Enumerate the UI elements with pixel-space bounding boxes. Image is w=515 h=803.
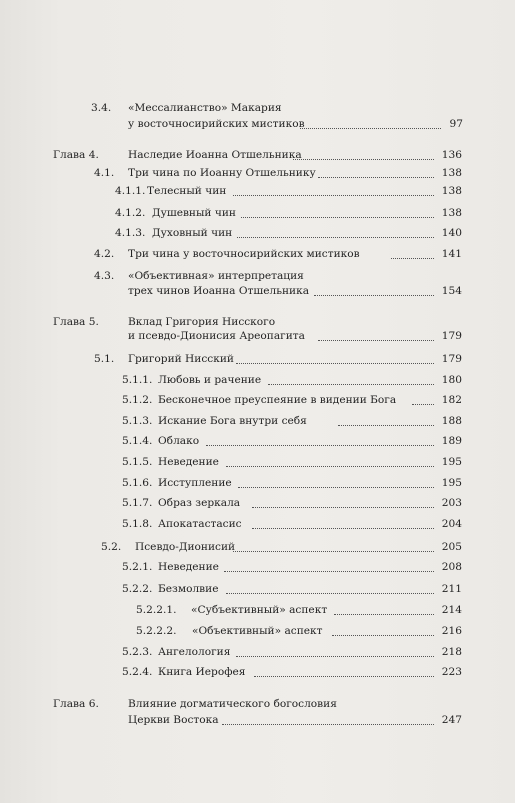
toc-page-number: 216 (441, 625, 462, 637)
toc-leader (237, 237, 434, 238)
toc-leader (332, 635, 434, 636)
toc-leader (236, 656, 434, 657)
toc-entry (122, 414, 462, 428)
toc-title: Неведение (158, 456, 219, 468)
toc-leader (226, 466, 434, 467)
toc-title: Любовь и рачение (158, 374, 262, 386)
toc-number: 5.1.4. (122, 435, 153, 447)
toc-entry (122, 560, 462, 574)
toc-entry (136, 603, 462, 617)
toc-title: Влияние догматического богословия (128, 698, 337, 710)
toc-number: 4.1. (94, 167, 115, 179)
toc-page-number: 223 (441, 666, 462, 678)
toc-chapter (53, 697, 462, 711)
toc-number: 5.1.7. (122, 497, 153, 509)
toc-title: Искание Бога внутри себя (158, 415, 307, 427)
toc-page-number: 205 (441, 541, 462, 553)
toc-entry (115, 206, 462, 220)
toc-title: Псевдо-Дионисий (135, 541, 236, 553)
toc-entry (122, 393, 462, 407)
toc-page-number: 182 (441, 394, 462, 406)
toc-leader (268, 384, 434, 385)
toc-leader (318, 177, 434, 178)
toc-entry (128, 117, 463, 131)
toc-number: 5.1. (94, 353, 115, 365)
toc-title: «Объективный» аспект (192, 625, 323, 637)
toc-entry (122, 476, 462, 490)
toc-title: и псевдо-Дионисия Ареопагита (128, 330, 305, 342)
toc-leader (236, 363, 434, 364)
toc-page-number: 195 (441, 477, 462, 489)
toc-number: 5.2.2. (122, 583, 153, 595)
toc-page-number: 154 (441, 285, 462, 297)
toc-page-number: 179 (441, 353, 462, 365)
toc-number: 5.1.3. (122, 415, 153, 427)
toc-entry (122, 455, 462, 469)
toc-title: Григорий Нисский (128, 353, 234, 365)
toc-title: Бесконечное преуспеяние в видении Бога (158, 394, 397, 406)
toc-entry (94, 166, 462, 180)
toc-title: «Объективная» интерпретация (128, 270, 304, 282)
toc-entry (94, 352, 462, 366)
toc-title: Книга Иерофея (158, 666, 246, 678)
toc-title: Ангелология (158, 646, 231, 658)
toc-leader (293, 159, 434, 160)
toc-number: 5.2.3. (122, 646, 153, 658)
toc-number: 4.3. (94, 270, 115, 282)
toc-number: Глава 6. (53, 698, 99, 710)
toc-title: Безмолвие (158, 583, 219, 595)
toc-leader (252, 507, 434, 508)
toc-page-number: 195 (441, 456, 462, 468)
toc-leader (222, 724, 434, 725)
toc-page-number: 247 (441, 714, 462, 726)
toc-page-number: 188 (441, 415, 462, 427)
toc-page-number: 138 (441, 167, 462, 179)
toc-leader (238, 487, 434, 488)
toc-entry (122, 645, 462, 659)
toc-entry (122, 517, 462, 531)
toc-entry (94, 247, 462, 261)
toc-title: Телесный чин (147, 185, 227, 197)
toc-leader (334, 614, 434, 615)
toc-page-number: 179 (441, 330, 462, 342)
toc-number: 4.1.1. (115, 185, 146, 197)
toc-leader (224, 571, 434, 572)
toc-page-number: 138 (441, 185, 462, 197)
toc-number: 5.2. (101, 541, 122, 553)
toc-page-number: 136 (441, 149, 462, 161)
toc-title: Апокатастасис (158, 518, 242, 530)
toc-entry (94, 269, 462, 283)
toc-page-number: 180 (441, 374, 462, 386)
toc-page-number: 214 (441, 604, 462, 616)
toc-page-number: 97 (449, 118, 463, 130)
toc-entry (122, 665, 462, 679)
toc-page-number: 141 (441, 248, 462, 260)
toc-number: 4.2. (94, 248, 115, 260)
toc-number: 4.1.3. (115, 227, 146, 239)
toc-number: 5.2.2.2. (136, 625, 177, 637)
toc-title: трех чинов Иоанна Отшельника (128, 285, 310, 297)
toc-leader (391, 258, 434, 259)
toc-entry (128, 284, 462, 298)
toc-chapter (53, 148, 462, 162)
toc-title: у восточносирийских мистиков (128, 118, 305, 130)
toc-title: Духовный чин (152, 227, 233, 239)
toc-page-number: 138 (441, 207, 462, 219)
toc-entry (122, 373, 462, 387)
toc-entry (136, 624, 462, 638)
toc-page-number: 218 (441, 646, 462, 658)
toc-title: Душевный чин (152, 207, 236, 219)
toc-number: 5.1.1. (122, 374, 153, 386)
toc-leader (314, 295, 434, 296)
toc-title: Три чина у восточносирийских мистиков (128, 248, 360, 260)
toc-entry (122, 434, 462, 448)
toc-number: 5.1.8. (122, 518, 153, 530)
toc-leader (233, 195, 434, 196)
toc-page-number: 204 (441, 518, 462, 530)
toc-entry (122, 582, 462, 596)
toc-leader (233, 551, 434, 552)
toc-number: 3.4. (91, 102, 112, 114)
toc-title: Наследие Иоанна Отшельника (128, 149, 302, 161)
toc-leader (252, 528, 434, 529)
toc-leader (254, 676, 434, 677)
toc-title: Церкви Востока (128, 714, 219, 726)
toc-entry (122, 496, 462, 510)
toc-title: Исступление (158, 477, 232, 489)
toc-entry (115, 184, 462, 198)
toc-number: 5.2.1. (122, 561, 153, 573)
toc-page-number: 203 (441, 497, 462, 509)
toc-entry (115, 226, 462, 240)
toc-number: 5.2.4. (122, 666, 153, 678)
toc-title: Образ зеркала (158, 497, 241, 509)
toc-number: Глава 4. (53, 149, 99, 161)
toc-page-number: 211 (441, 583, 462, 595)
toc-title: Неведение (158, 561, 219, 573)
toc-number: 5.1.5. (122, 456, 153, 468)
toc-leader (338, 425, 434, 426)
toc-number: 4.1.2. (115, 207, 146, 219)
toc-leader (206, 445, 434, 446)
toc-title: Облако (158, 435, 200, 447)
toc-leader (318, 340, 434, 341)
toc-title: Три чина по Иоанну Отшельнику (128, 167, 316, 179)
toc-leader (226, 593, 434, 594)
toc-leader (241, 217, 434, 218)
toc-chapter (53, 315, 462, 329)
toc-leader (412, 404, 434, 405)
toc-number: 5.2.2.1. (136, 604, 177, 616)
toc-leader (300, 128, 441, 129)
toc-entry (128, 329, 462, 343)
toc-title: «Мессалианство» Макария (128, 102, 282, 114)
toc-title: «Субъективный» аспект (191, 604, 328, 616)
toc-title: Вклад Григория Нисского (128, 316, 276, 328)
toc-entry (91, 101, 463, 115)
toc-page-number: 208 (441, 561, 462, 573)
toc-page-number: 140 (441, 227, 462, 239)
toc-page-number: 189 (441, 435, 462, 447)
toc-entry (101, 540, 462, 554)
toc-number: Глава 5. (53, 316, 99, 328)
toc-number: 5.1.2. (122, 394, 153, 406)
toc-entry (128, 713, 462, 727)
toc-number: 5.1.6. (122, 477, 153, 489)
